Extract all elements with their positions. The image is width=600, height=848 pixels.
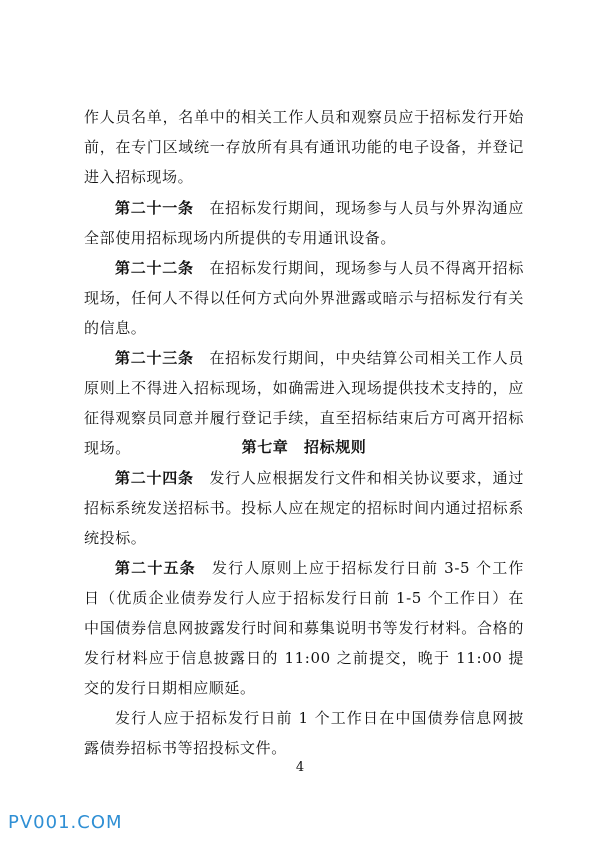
paragraph-text: 作人员名单，名单中的相关工作人员和观察员应于招标发行开始前，在专门区域统一存放所有具有通讯功能的电子设备，并登记进入招标现场。	[84, 108, 524, 186]
article-21	[84, 193, 524, 253]
paragraph-text: 发行人应于招标发行日前 1 个工作日在中国债券信息网披露债券招标书等招投标文件。	[84, 709, 524, 757]
chapter-heading: 第七章 招标规则	[241, 438, 367, 456]
article-24	[84, 463, 524, 553]
article-number: 第二十四条	[115, 469, 194, 487]
article-number: 第二十三条	[115, 349, 194, 367]
article-text: 发行人原则上应于招标发行日前 3-5 个工作日（优质企业债券发行人应于招标发行日前 1-5 个工作日）在中国债券信息网披露发行时间和募集说明书等发行材料。合格的发行材料应于信息披露日的 11:00 之前提交，晚于 11:00 提交的发行日期相应顺延。	[84, 559, 524, 697]
article-text: 在招标发行期间，中央结算公司相关工作人员原则上不得进入招标现场，如确需进入现场提供技术支持的，应征得观察员同意并履行登记手续，直至招标结束后方可离开招标现场。	[84, 349, 524, 457]
article-number: 第二十五条	[115, 559, 196, 577]
paragraph-continuation	[84, 102, 524, 192]
article-text: 发行人应根据发行文件和相关协议要求，通过招标系统发送招标书。投标人应在规定的招标时间内通过招标系统投标。	[84, 469, 524, 547]
article-text: 在招标发行期间，现场参与人员不得离开招标现场，任何人不得以任何方式向外界泄露或暗示与招标发行有关的信息。	[84, 259, 524, 337]
article-25	[84, 553, 524, 703]
article-number: 第二十二条	[115, 259, 194, 277]
article-22	[84, 253, 524, 343]
article-number: 第二十一条	[115, 199, 194, 217]
watermark: PV001.COM	[8, 812, 123, 833]
page-number: 4	[295, 760, 305, 775]
paragraph-tender-docs	[84, 703, 524, 763]
article-text: 在招标发行期间，现场参与人员与外界沟通应全部使用招标现场内所提供的专用通讯设备。	[84, 199, 524, 247]
